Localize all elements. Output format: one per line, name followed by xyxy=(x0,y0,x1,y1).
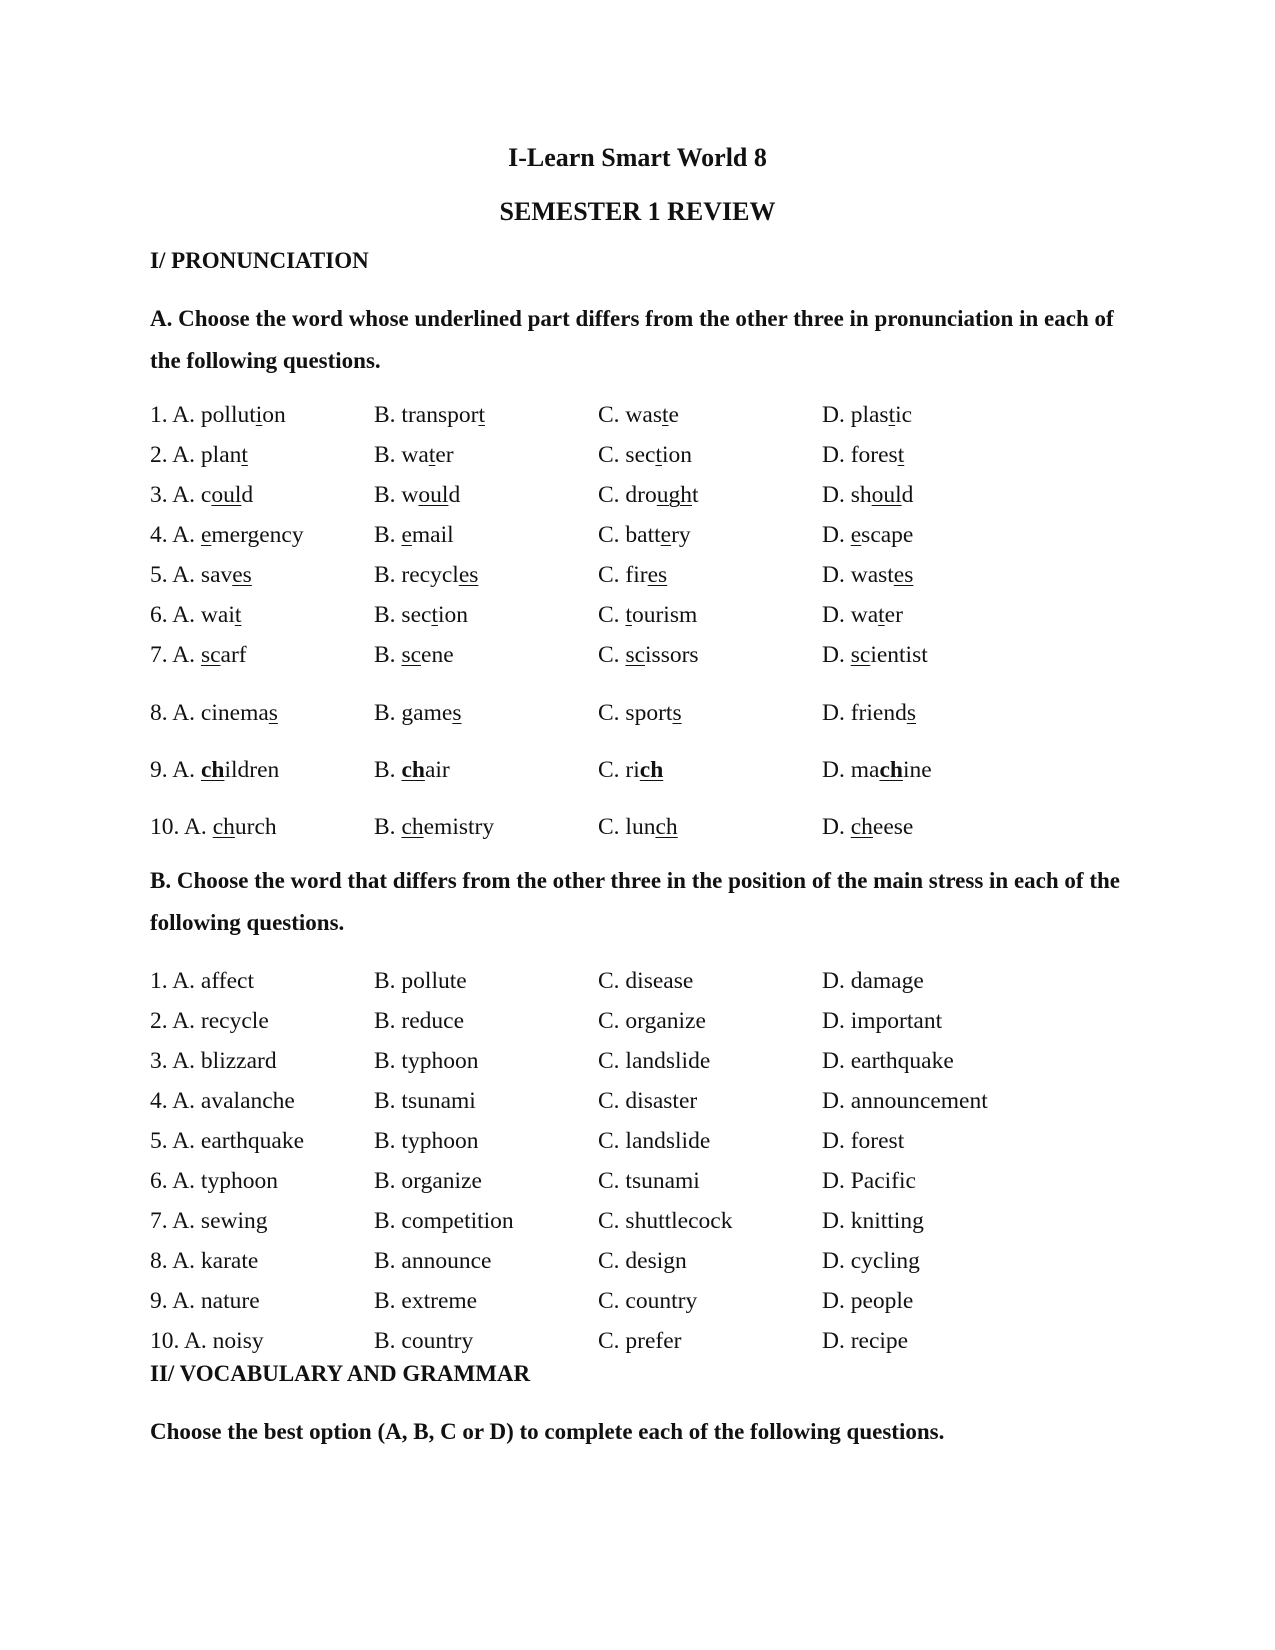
option-d xyxy=(822,482,913,509)
option-c: C. organize xyxy=(598,1008,706,1034)
option-text: D. cheese xyxy=(822,814,914,840)
underlined-part: e xyxy=(401,522,412,548)
underlined-part: ugh xyxy=(656,482,692,508)
instruction-part-b: B. Choose the word that differs from the other three in the position of the main stress in each of the following questions. xyxy=(150,868,1120,935)
question-row xyxy=(150,402,1150,434)
underlined-part: e xyxy=(850,522,862,548)
underlined-part: sc xyxy=(200,642,221,668)
underlined-part: t xyxy=(897,442,905,468)
option-text: C. waste xyxy=(598,402,679,428)
option-b xyxy=(374,757,450,784)
option-a xyxy=(150,482,253,509)
option-text: B. water xyxy=(374,442,454,468)
option-text: B. scene xyxy=(374,642,454,668)
option-text: 2. A. plant xyxy=(150,442,248,468)
option-text: B. chemistry xyxy=(374,814,495,840)
option-c: C. design xyxy=(598,1248,687,1274)
question-row xyxy=(150,1168,1150,1200)
option-a: 3. A. blizzard xyxy=(150,1048,277,1074)
underlined-part: s xyxy=(452,700,462,726)
option-c xyxy=(598,562,667,589)
option-b xyxy=(374,814,494,841)
option-text: 6. A. wait xyxy=(150,602,242,628)
question-row xyxy=(150,757,1150,789)
option-c xyxy=(598,700,682,727)
underlined-part: t xyxy=(661,402,669,428)
option-a: 2. A. recycle xyxy=(150,1008,269,1034)
option-a: 9. A. nature xyxy=(150,1288,260,1314)
option-d xyxy=(822,522,913,549)
option-b xyxy=(374,482,460,509)
option-text: B. chair xyxy=(374,757,450,783)
option-a xyxy=(150,522,304,549)
question-row xyxy=(150,482,1150,514)
option-text: D. water xyxy=(822,602,903,628)
option-b xyxy=(374,562,478,589)
option-b: B. pollute xyxy=(374,968,467,994)
option-text: D. escape xyxy=(822,522,914,548)
option-a: 4. A. avalanche xyxy=(150,1088,295,1114)
option-a xyxy=(150,700,278,727)
option-d: D. damage xyxy=(822,968,924,994)
option-b xyxy=(374,642,454,669)
option-text: C. battery xyxy=(598,522,691,548)
option-a xyxy=(150,602,241,629)
question-row xyxy=(150,700,1150,732)
option-d xyxy=(822,562,913,589)
option-text: C. fires xyxy=(598,562,668,588)
option-c xyxy=(598,482,699,509)
option-d: D. knitting xyxy=(822,1208,924,1234)
option-text: B. would xyxy=(374,482,461,508)
instruction-section-2: Choose the best option (A, B, C or D) to complete each of the following questions. xyxy=(150,1419,945,1444)
option-d xyxy=(822,814,913,841)
underlined-part: t xyxy=(428,442,436,468)
underlined-part: sc xyxy=(850,642,871,668)
option-c xyxy=(598,814,678,841)
option-b: B. announce xyxy=(374,1248,492,1274)
option-d: D. announcement xyxy=(822,1088,988,1114)
option-b: B. country xyxy=(374,1328,474,1354)
question-row xyxy=(150,522,1150,554)
option-c xyxy=(598,402,679,429)
option-c xyxy=(598,442,692,469)
option-d: D. cycling xyxy=(822,1248,920,1274)
section-heading-vocabulary-grammar: II/ VOCABULARY AND GRAMMAR xyxy=(150,1361,531,1386)
option-d xyxy=(822,402,912,429)
option-text: B. transport xyxy=(374,402,485,428)
option-text: C. lunch xyxy=(598,814,678,840)
option-text: 4. A. emergency xyxy=(150,522,304,548)
underlined-part: t xyxy=(625,602,632,628)
option-text: C. section xyxy=(598,442,692,468)
underlined-part: ch xyxy=(200,757,225,783)
question-row xyxy=(150,1048,1150,1080)
option-b: B. extreme xyxy=(374,1288,478,1314)
option-d: D. important xyxy=(822,1008,943,1034)
option-text: C. rich xyxy=(598,757,664,783)
underlined-part: t xyxy=(478,402,485,428)
underlined-part: ch xyxy=(850,814,873,840)
option-a xyxy=(150,757,279,784)
underlined-part: t xyxy=(431,602,438,628)
underlined-part: t xyxy=(241,442,248,468)
underlined-part: ch xyxy=(655,814,678,840)
option-text: D. forest xyxy=(822,442,905,468)
option-d: D. recipe xyxy=(822,1328,909,1354)
option-text: 7. A. scarf xyxy=(150,642,247,668)
option-c: C. disease xyxy=(598,968,694,994)
option-b xyxy=(374,602,468,629)
underlined-part: t xyxy=(234,602,242,628)
question-row xyxy=(150,1008,1150,1040)
underlined-part: es xyxy=(458,562,479,588)
option-text: D. friends xyxy=(822,700,916,726)
question-row xyxy=(150,1288,1150,1320)
option-text: B. recycles xyxy=(374,562,479,588)
option-text: D. machine xyxy=(822,757,932,783)
underlined-part: ch xyxy=(401,814,424,840)
underlined-part: oul xyxy=(211,482,242,508)
underlined-part: t xyxy=(878,602,885,628)
option-b xyxy=(374,402,485,429)
question-row xyxy=(150,1088,1150,1120)
option-text: 10. A. church xyxy=(150,814,277,840)
underlined-part: i xyxy=(255,402,263,428)
option-d xyxy=(822,602,903,629)
question-row xyxy=(150,642,1150,674)
option-text: B. section xyxy=(374,602,468,628)
underlined-part: ch xyxy=(212,814,235,840)
option-d: D. forest xyxy=(822,1128,905,1154)
option-c: C. disaster xyxy=(598,1088,698,1114)
option-c xyxy=(598,602,697,629)
option-c: C. tsunami xyxy=(598,1168,700,1194)
option-text: D. plastic xyxy=(822,402,913,428)
document-title: I-Learn Smart World 8 xyxy=(508,143,767,172)
underlined-part: oul xyxy=(871,482,902,508)
option-d: D. earthquake xyxy=(822,1048,954,1074)
question-row xyxy=(150,814,1150,846)
option-a: 6. A. typhoon xyxy=(150,1168,278,1194)
underlined-part: es xyxy=(893,562,914,588)
document-subtitle: SEMESTER 1 REVIEW xyxy=(499,197,776,226)
option-c xyxy=(598,522,691,549)
option-b: B. typhoon xyxy=(374,1128,479,1154)
question-row xyxy=(150,1248,1150,1280)
option-c: C. landslide xyxy=(598,1048,711,1074)
option-d xyxy=(822,700,916,727)
question-row xyxy=(150,562,1150,594)
option-a: 8. A. karate xyxy=(150,1248,259,1274)
option-c: C. country xyxy=(598,1288,698,1314)
option-b: B. typhoon xyxy=(374,1048,479,1074)
option-text: 1. A. pollution xyxy=(150,402,286,428)
option-a: 10. A. noisy xyxy=(150,1328,264,1354)
question-row xyxy=(150,442,1150,474)
option-b xyxy=(374,442,454,469)
option-a xyxy=(150,442,248,469)
underlined-part: ch xyxy=(639,757,664,783)
option-b xyxy=(374,522,454,549)
option-b: B. reduce xyxy=(374,1008,465,1034)
option-text: C. sports xyxy=(598,700,682,726)
option-d: D. Pacific xyxy=(822,1168,916,1194)
option-a xyxy=(150,402,286,429)
option-text: 8. A. cinemas xyxy=(150,700,278,726)
underlined-part: t xyxy=(655,442,662,468)
underlined-part: e xyxy=(200,522,212,548)
option-text: B. email xyxy=(374,522,454,548)
underlined-part: t xyxy=(888,402,896,428)
option-c: C. shuttlecock xyxy=(598,1208,733,1234)
option-text: D. wastes xyxy=(822,562,914,588)
question-row xyxy=(150,1208,1150,1240)
option-b: B. tsunami xyxy=(374,1088,476,1114)
option-c xyxy=(598,757,663,784)
instruction-part-a: A. Choose the word whose underlined part differs from the other three in pronunciation in each of the following questions. xyxy=(150,306,1114,373)
option-d xyxy=(822,757,932,784)
underlined-part: s xyxy=(906,700,916,726)
option-a: 7. A. sewing xyxy=(150,1208,268,1234)
option-c: C. landslide xyxy=(598,1128,711,1154)
underlined-part: es xyxy=(232,562,252,588)
option-text: 5. A. saves xyxy=(150,562,252,588)
option-text: B. games xyxy=(374,700,462,726)
option-a: 1. A. affect xyxy=(150,968,254,994)
underlined-part: ch xyxy=(879,757,903,783)
option-b xyxy=(374,700,461,727)
underlined-part: e xyxy=(660,522,672,548)
underlined-part: sc xyxy=(401,642,422,668)
option-d xyxy=(822,642,928,669)
option-d: D. people xyxy=(822,1288,914,1314)
option-c xyxy=(598,642,699,669)
question-row xyxy=(150,968,1150,1000)
section-heading-pronunciation: I/ PRONUNCIATION xyxy=(150,248,369,273)
underlined-part: s xyxy=(268,700,278,726)
option-text: C. scissors xyxy=(598,642,699,668)
underlined-part: es xyxy=(647,562,668,588)
question-row xyxy=(150,1128,1150,1160)
option-a: 5. A. earthquake xyxy=(150,1128,305,1154)
option-text: 3. A. could xyxy=(150,482,254,508)
option-a xyxy=(150,642,247,669)
underlined-part: sc xyxy=(625,642,646,668)
underlined-part: s xyxy=(672,700,682,726)
option-text: C. drought xyxy=(598,482,699,508)
question-row xyxy=(150,602,1150,634)
option-text: D. scientist xyxy=(822,642,928,668)
option-c: C. prefer xyxy=(598,1328,682,1354)
option-text: D. should xyxy=(822,482,914,508)
underlined-part: oul xyxy=(418,482,449,508)
option-b: B. organize xyxy=(374,1168,482,1194)
option-text: C. tourism xyxy=(598,602,698,628)
option-d xyxy=(822,442,904,469)
option-a xyxy=(150,562,252,589)
option-b: B. competition xyxy=(374,1208,514,1234)
option-a xyxy=(150,814,277,841)
option-text: 9. A. children xyxy=(150,757,280,783)
underlined-part: ch xyxy=(401,757,425,783)
